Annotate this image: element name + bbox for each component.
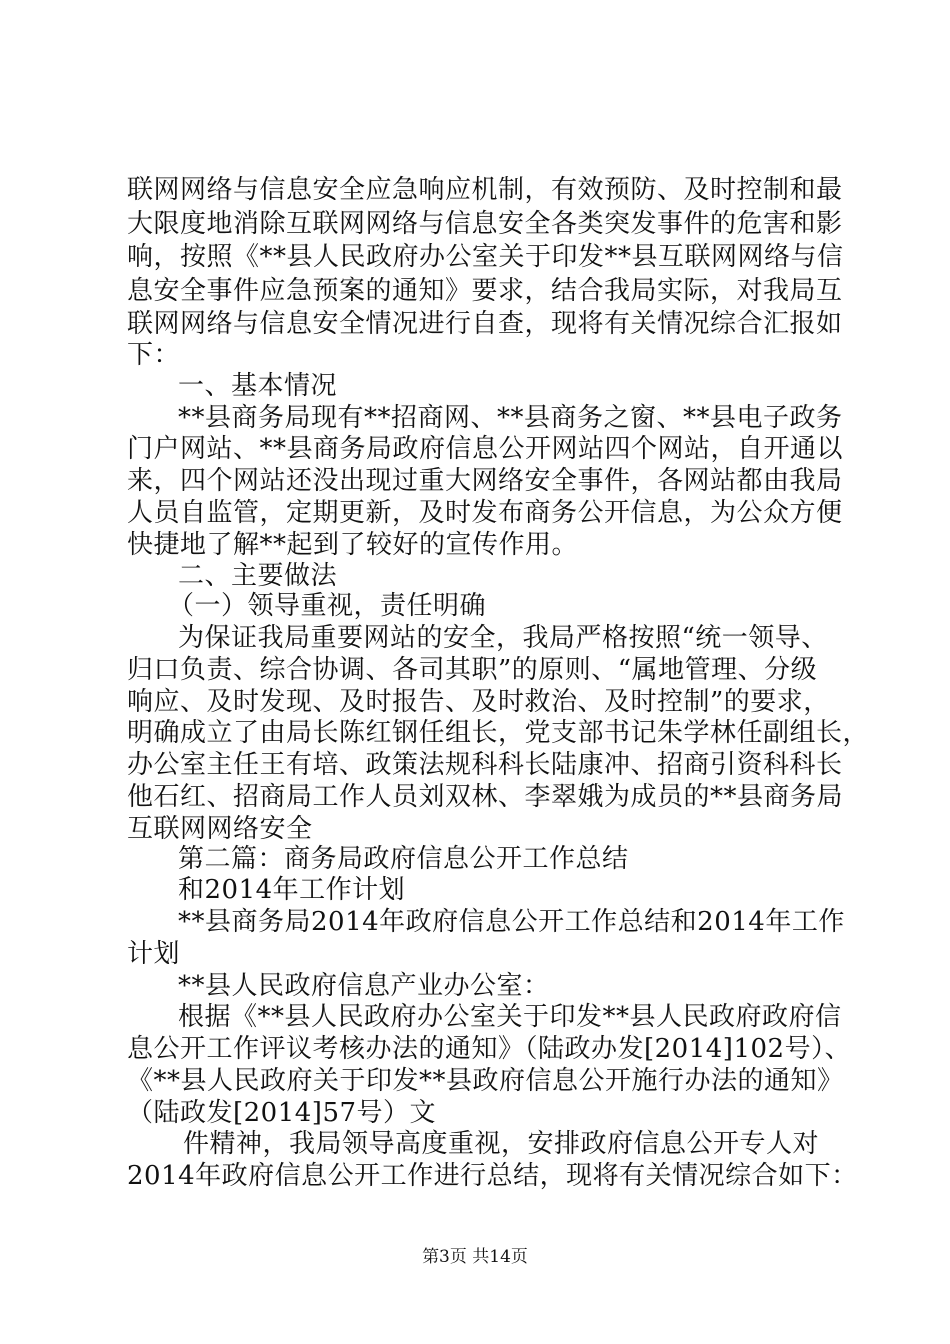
body-line: 大限度地消除互联网网络与信息安全各类突发事件的危害和影 — [127, 209, 843, 239]
body-line: 为保证我局重要网站的安全，我局严格按照“统一领导、 — [178, 623, 828, 653]
section-heading: 二、主要做法 — [178, 561, 338, 591]
addressee-line: **县人民政府信息产业办公室： — [178, 971, 550, 1001]
body-line: 快捷地了解**起到了较好的宣传作用。 — [127, 530, 579, 560]
body-line: 人员自监管，定期更新，及时发布商务公开信息，为公众方便 — [127, 498, 843, 528]
body-line: （陆政发[2014]57号）文 — [127, 1098, 437, 1128]
subsection-heading: （一）领导重视，责任明确 — [168, 591, 487, 621]
body-line: 明确成立了由局长陈红钢任组长，党支部书记朱学林任副组长， — [127, 718, 870, 748]
body-line: 门户网站、**县商务局政府信息公开网站四个网站，自开通以 — [127, 434, 844, 464]
body-line: 联网网络与信息安全情况进行自查，现将有关情况综合汇报如 — [127, 309, 843, 339]
body-line: 根据《**县人民政府办公室关于印发**县人民政府政府信 — [178, 1002, 842, 1032]
section-heading: 一、基本情况 — [178, 371, 338, 401]
article-title: 第二篇：商务局政府信息公开工作总结 — [178, 844, 629, 874]
body-line: 件精神，我局领导高度重视，安排政府信息公开专人对 — [183, 1129, 820, 1159]
body-line: 联网网络与信息安全应急响应机制，有效预防、及时控制和最 — [127, 175, 843, 205]
body-line: 他石红、招商局工作人员刘双林、李翠娥为成员的**县商务局 — [127, 782, 844, 812]
body-line: 互联网网络安全 — [127, 814, 313, 844]
body-line: 2014年政府信息公开工作进行总结，现将有关情况综合如下： — [127, 1161, 858, 1191]
body-line: 归口负责、综合协调、各司其职”的原则、“属地管理、分级 — [127, 655, 818, 685]
page-number-footer: 第3页 共14页 — [422, 1247, 528, 1267]
body-line: 息安全事件应急预案的通知》要求，结合我局实际，对我局互 — [127, 276, 843, 306]
body-line: **县商务局2014年政府信息公开工作总结和2014年工作 — [178, 907, 845, 937]
article-title: 和2014年工作计划 — [178, 875, 406, 905]
body-line: 息公开工作评议考核办法的通知》（陆政办发[2014]102号）、 — [127, 1034, 852, 1064]
body-line: 计划 — [127, 939, 181, 969]
body-line: **县商务局现有**招商网、**县商务之窗、**县电子政务 — [178, 403, 843, 433]
body-line: 响应、及时发现、及时报告、及时救治、及时控制”的要求， — [127, 687, 830, 717]
body-line: 办公室主任王有培、政策法规科科长陆康冲、招商引资科科长 — [127, 750, 843, 780]
body-line: 来，四个网站还没出现过重大网络安全事件，各网站都由我局 — [127, 466, 843, 496]
body-line: 下： — [127, 340, 181, 370]
body-line: 《**县人民政府关于印发**县政府信息公开施行办法的通知》 — [127, 1066, 844, 1096]
body-line: 响，按照《**县人民政府办公室关于印发**县互联网网络与信 — [127, 242, 844, 272]
